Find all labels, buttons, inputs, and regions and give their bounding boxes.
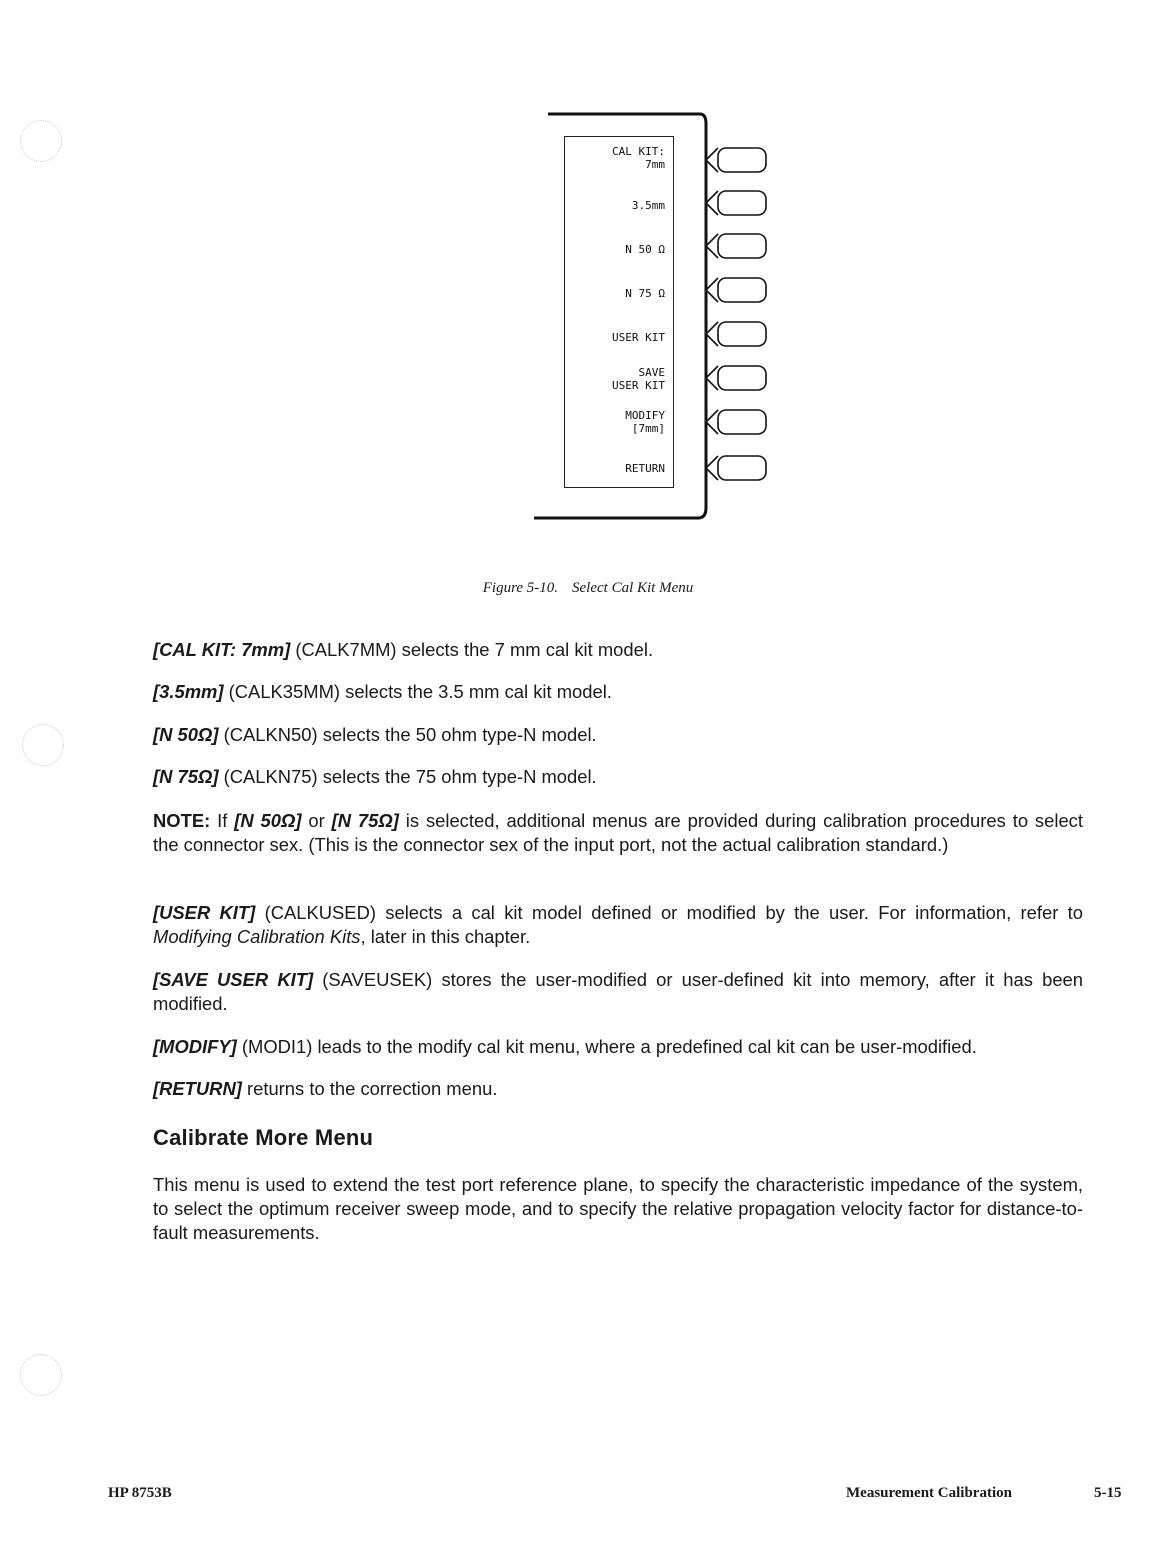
softkey-menu-figure: [520, 108, 780, 528]
softkey-column: [520, 108, 780, 528]
softkey-button-8[interactable]: [706, 456, 766, 480]
menu-label-n-50-ohm: N 50 Ω: [625, 243, 665, 256]
menu-label-save-user-kit: SAVE USER KIT: [612, 366, 665, 392]
softkey-button-5[interactable]: [706, 322, 766, 346]
binder-hole: [22, 724, 64, 766]
desc-text: (MODI1) leads to the modify cal kit menu, where a predefined cal kit can be user-modified.: [236, 1036, 977, 1057]
figure-number: Figure 5-10.: [482, 580, 559, 596]
desc-text: returns to the correction menu.: [241, 1078, 498, 1099]
desc-text: (CALKN50) selects the 50 ohm type-N model.: [218, 724, 597, 745]
desc-save-user-kit: [153, 968, 1083, 1016]
desc-n-50-ohm: [153, 723, 1083, 747]
softkey-button-7[interactable]: [706, 410, 766, 434]
desc-return: [153, 1077, 1083, 1101]
figure-caption: [0, 580, 1176, 597]
desc-modify: [153, 1035, 1083, 1059]
note-text: or: [301, 810, 332, 831]
menu-label-n-75-ohm: N 75 Ω: [625, 287, 665, 300]
figure-title: Select Cal Kit Menu: [572, 580, 694, 596]
menu-label-cal-kit-7mm: CAL KIT: 7mm: [612, 145, 665, 171]
softkey-ref: [SAVE USER KIT]: [153, 969, 314, 990]
softkey-button-1[interactable]: [706, 148, 766, 172]
softkey-button-2[interactable]: [706, 191, 766, 215]
softkey-ref: [3.5mm]: [153, 681, 224, 702]
binder-hole: [20, 1354, 62, 1396]
softkey-button-3[interactable]: [706, 234, 766, 258]
softkey-ref: [RETURN]: [153, 1078, 242, 1099]
footer-page-number: 5-15: [1094, 1485, 1122, 1501]
section-heading: Calibrate More Menu: [153, 1125, 374, 1150]
note-text: is selected, additional menus are provided during calibration procedures to select the connector sex. (This is the connector sex of the input port, not the actual calibration standard.): [153, 810, 1083, 855]
desc-n-75-ohm: [153, 765, 1083, 789]
softkey-ref: [N 50Ω]: [153, 724, 219, 745]
footer-product: HP 8753B: [108, 1485, 172, 1501]
softkey-ref: [N 50Ω]: [234, 810, 302, 831]
desc-text: (CALK35MM) selects the 3.5 mm cal kit model.: [223, 681, 612, 702]
desc-text: , later in this chapter.: [360, 926, 531, 947]
desc-cal-kit-7mm: [153, 638, 1083, 662]
section-body: This menu is used to extend the test port reference plane, to specify the characteristic impedance of the system, to select the optimum receiver sweep mode, and to specify the relative propagation velocity factor for distance-to-fault measurements.: [153, 1174, 1083, 1243]
softkey-button-4[interactable]: [706, 278, 766, 302]
note-label: NOTE:: [153, 810, 211, 831]
softkey-ref: [USER KIT]: [153, 902, 256, 923]
desc-text: (CALKUSED) selects a cal kit model defined or modified by the user. For information, refer to: [255, 902, 1083, 923]
menu-label-modify-7mm: MODIFY [7mm]: [625, 409, 665, 435]
softkey-button-6[interactable]: [706, 366, 766, 390]
desc-text: (CALKN75) selects the 75 ohm type-N model.: [218, 766, 597, 787]
desc-text: (CALK7MM) selects the 7 mm cal kit model.: [290, 639, 654, 660]
binder-hole: [20, 120, 62, 162]
desc-user-kit: [153, 901, 1083, 949]
desc-text: (SAVEUSEK) stores the user-modified or user-defined kit into memory, after it has been modified.: [153, 969, 1084, 1014]
menu-label-user-kit: USER KIT: [612, 331, 665, 344]
note-paragraph: [153, 809, 1083, 857]
note-text: If: [210, 810, 235, 831]
softkey-ref: [N 75Ω]: [331, 810, 399, 831]
softkey-ref: [N 75Ω]: [153, 766, 219, 787]
desc-3-5mm: [153, 680, 1083, 704]
footer-chapter: Measurement Calibration: [846, 1485, 1012, 1501]
menu-label-return: RETURN: [625, 462, 665, 475]
menu-label-3-5mm: 3.5mm: [631, 199, 665, 212]
softkey-ref: [CAL KIT: 7mm]: [153, 639, 291, 660]
softkey-ref: [MODIFY]: [153, 1036, 237, 1057]
cross-reference: Modifying Calibration Kits: [153, 926, 361, 947]
